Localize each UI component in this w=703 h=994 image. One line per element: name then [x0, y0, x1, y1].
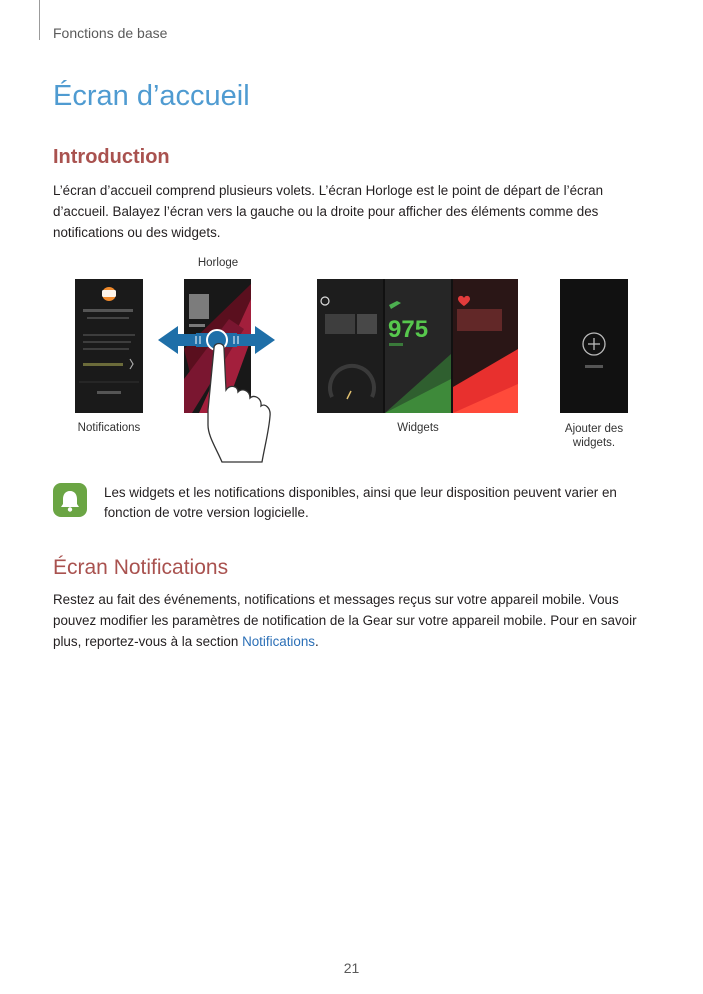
notifications-paragraph-end: .	[315, 634, 319, 649]
widgets-screen	[317, 279, 518, 413]
steps-value: 975	[388, 316, 429, 343]
caption-widgets: Widgets	[397, 422, 439, 434]
notifications-paragraph	[53, 589, 643, 652]
margin-rule	[39, 0, 40, 40]
note-text: Les widgets et les notifications disponibles, ainsi que leur disposition peuvent varier en fonction de votre version logicielle.	[104, 485, 617, 520]
home-screen-figure	[0, 250, 703, 470]
section-heading-introduction: Introduction	[53, 146, 170, 168]
notifications-screen	[75, 279, 143, 413]
hand-icon	[208, 344, 270, 463]
notifications-link[interactable]: Notifications	[242, 634, 315, 649]
arrow-left-icon	[158, 326, 198, 354]
section-heading-notifications: Écran Notifications	[53, 556, 229, 579]
introduction-paragraph: L’écran d’accueil comprend plusieurs volets. L’écran Horloge est le point de départ de l’écran d’accueil. Balayez l’écran vers la gauche ou la droite pour afficher des éléments comme des notifications ou des widgets.	[53, 183, 604, 240]
bell-icon	[53, 483, 87, 517]
page-title: Écran d’accueil	[53, 80, 250, 112]
caption-add-widgets: Ajouter des widgets.	[564, 423, 624, 449]
arrow-right-icon	[235, 326, 275, 354]
running-head: Fonctions de base	[53, 25, 168, 41]
swipe-gesture-illustration	[150, 320, 310, 470]
caption-notifications: Notifications	[77, 422, 141, 434]
add-widget-screen	[560, 279, 628, 413]
caption-horloge: Horloge	[197, 257, 239, 269]
page-number: 21	[343, 960, 360, 976]
notifications-paragraph-text: Restez au fait des événements, notifications et messages reçus sur votre appareil mobile. Vous pouvez modifier les paramètres de notification de la Gear sur votre appareil mobile. Pour en savoir plus, reportez-vous à la section	[53, 592, 637, 649]
